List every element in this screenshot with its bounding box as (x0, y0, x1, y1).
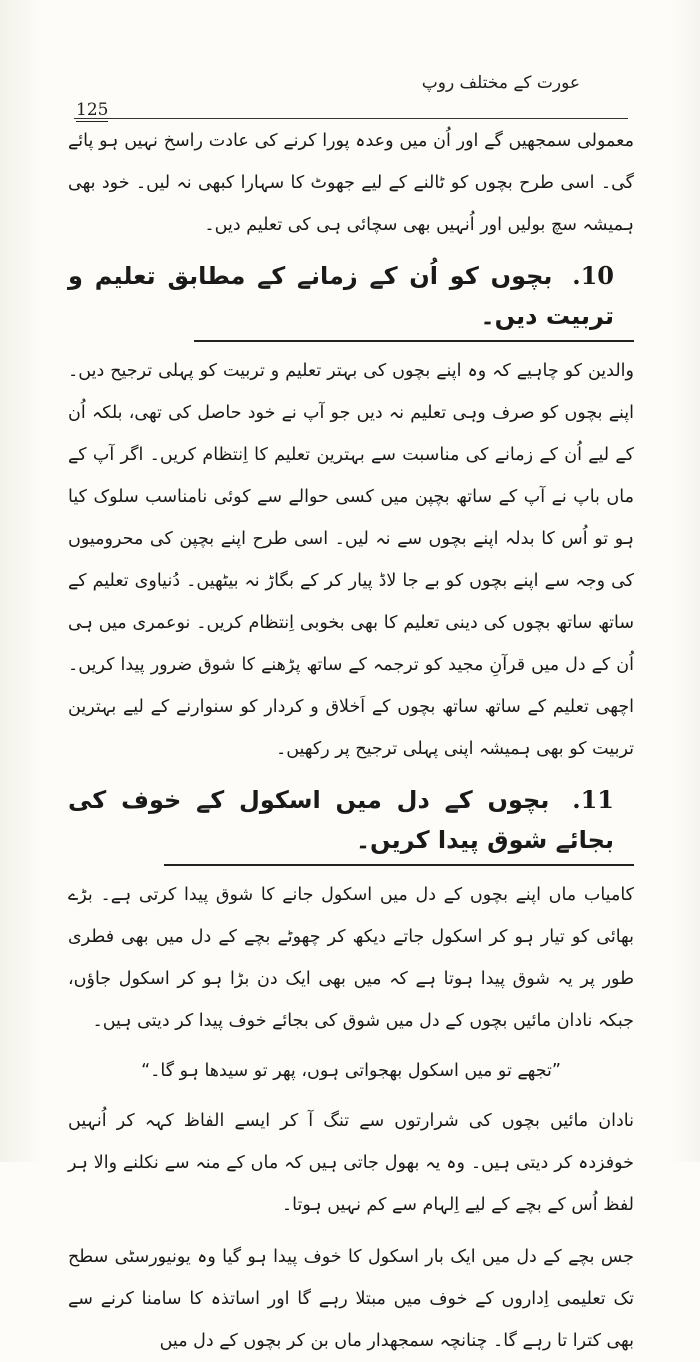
quotation: ”تجھے تو میں اسکول بھجواتی ہوں، پھر تو سیدھا ہو گا۔“ (141, 1061, 561, 1081)
heading-text: بچوں کے دل میں اسکول کے خوف کی بجائے شوق پیدا کریں۔ (68, 786, 614, 854)
page-content (68, 120, 634, 1362)
paragraph-4: نادان مائیں بچوں کی شرارتوں سے تنگ آ کر ایسے الفاظ کہہ کر اُنہیں خوفزدہ کر دیتی ہیں۔ وہ یہ بھول جاتی ہیں کہ ماں کے منہ سے نکلنے والا ہر لفظ اُس کے بچے کے لیے اِلہام سے کم نہیں ہوتا۔ (68, 1111, 634, 1215)
heading-underline (194, 340, 634, 342)
page-number: 125 (76, 100, 109, 120)
heading-underline (164, 864, 634, 866)
heading-number: 10. (572, 261, 615, 290)
spacer (68, 1226, 634, 1236)
heading-number: 11. (572, 785, 614, 814)
running-header: عورت کے مختلف روپ (421, 73, 580, 93)
header-rule (74, 118, 628, 119)
section-heading-10 (68, 250, 634, 342)
paragraph-2: والدین کو چاہیے کہ وہ اپنے بچوں کی بہتر تعلیم و تربیت کو پہلی ترجیح دیں۔ اپنے بچوں کو صرف وہی تعلیم نہ دیں جو آپ نے خود حاصل کی تھی، بلکہ اُن کے لیے اُن کے زمانے کی مناسبت سے بہترین تعلیم کا اِنتظام کریں۔ اگر آپ کے ماں باپ نے آپ کے ساتھ بچپن میں کسی حوالے سے کوئی نامناسب سلوک کیا ہو تو اُس کا بدلہ اپنے بچوں سے نہ لیں۔ اسی طرح اپنے بچپن کی محرومیوں کی وجہ سے اپنے بچوں کو بے جا لاڈ پیار کر کے بگاڑ نہ بیٹھیں۔ دُنیاوی تعلیم کے ساتھ ساتھ بچوں کی دینی تعلیم کا بھی بخوبی اِنتظام کریں۔ نوعمری میں ہی اُن کے دل میں قرآنِ مجید کو ترجمہ کے ساتھ پڑھنے کا شوق ضرور پیدا کریں۔ اچھی تعلیم کے ساتھ ساتھ بچوں کے اَخلاق و کردار کو سنوارنے کے لیے بہترین تربیت کو بھی ہمیشہ اپنی پہلی ترجیح پر رکھیں۔ (68, 361, 634, 759)
paragraph-5: جس بچے کے دل میں ایک بار اسکول کا خوف پیدا ہو گیا وہ یونیورسٹی سطح تک تعلیمی اِداروں کے خوف میں مبتلا رہے گا اور اساتذہ کا سامنا کرنے سے بھی کترا تا رہے گا۔ چنانچہ سمجھدار ماں بن کر بچوں کے دل میں (68, 1247, 634, 1351)
paragraph-1: معمولی سمجھیں گے اور اُن میں وعدہ پورا کرنے کی عادت راسخ نہیں ہو پائے گی۔ اسی طرح بچوں کو ٹالنے کے لیے جھوٹ کا سہارا کبھی نہ لیں۔ خود بھی ہمیشہ سچ بولیں اور اُنہیں بھی سچائی ہی کی تعلیم دیں۔ (68, 131, 634, 235)
heading-text: بچوں کو اُن کے زمانے کے مطابق تعلیم و تربیت دیں۔ (68, 262, 614, 330)
paragraph-3: کامیاب ماں اپنے بچوں کے دل میں اسکول جانے کا شوق پیدا کرتی ہے۔ بڑے بھائی کو تیار ہو کر اسکول جاتے دیکھ کر چھوٹے بچے کے دل میں بھی فطری طور پر یہ شوق پیدا ہوتا ہے کہ میں بھی ایک دن بڑا ہو کر اسکول جاؤں، جبکہ نادان مائیں بچوں کے دل میں شوق کی بجائے خوف پیدا کر دیتی ہیں۔ (68, 885, 634, 1031)
section-heading-11 (68, 774, 634, 866)
